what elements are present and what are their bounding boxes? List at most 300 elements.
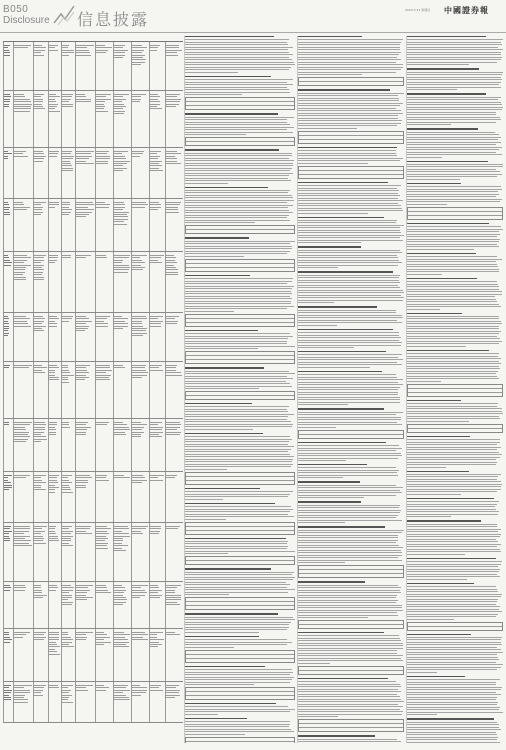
text-line (407, 107, 503, 108)
text-line (298, 100, 399, 101)
text-line (407, 442, 500, 443)
announcement-block (298, 481, 404, 498)
text-line (407, 591, 498, 592)
text-line (185, 175, 289, 176)
text-line (407, 301, 497, 302)
text-line (298, 287, 400, 288)
table-row (3, 252, 183, 313)
text-line (298, 417, 401, 418)
announcement-title (185, 330, 258, 331)
data-table (185, 97, 295, 110)
table-row (3, 523, 183, 582)
text-line (407, 338, 500, 339)
header-divider (0, 32, 506, 33)
announcement-block (185, 538, 295, 566)
announcement-title (407, 128, 478, 129)
text-line (298, 335, 399, 336)
text-line (298, 155, 397, 156)
text-line (298, 359, 403, 360)
text-line (185, 546, 288, 547)
table-row (3, 582, 183, 629)
text-line (407, 692, 496, 693)
announcement-block (407, 183, 503, 220)
text-line (298, 595, 397, 596)
table-cell-text (62, 255, 74, 260)
text-line (185, 64, 295, 65)
text-line (298, 280, 399, 281)
text-line (407, 639, 501, 640)
text-line (407, 109, 502, 110)
table-cell-text (14, 151, 32, 158)
table-cell-text (96, 255, 112, 260)
text-line (298, 282, 400, 283)
announcement-title (407, 183, 461, 184)
text-line (407, 486, 501, 487)
table-cell-text (132, 365, 148, 379)
text-line (185, 278, 293, 279)
text-line (407, 306, 501, 307)
text-line (407, 714, 437, 715)
text-line (407, 284, 498, 285)
text-line (407, 47, 498, 48)
text-line (185, 582, 286, 583)
text-line (407, 343, 499, 344)
announcement-title (298, 329, 393, 330)
table-cell-border (3, 362, 4, 418)
text-line (298, 701, 404, 702)
text-line (298, 706, 403, 707)
data-table-row (299, 728, 403, 731)
text-line (298, 232, 401, 233)
text-line (407, 616, 496, 617)
table-cell-text (132, 255, 148, 272)
text-line (407, 637, 502, 638)
text-line (185, 293, 292, 294)
announcement-block (185, 330, 295, 364)
text-line (185, 724, 290, 725)
text-line (185, 619, 295, 620)
announcement-block (185, 568, 295, 610)
announcement-block (185, 187, 295, 235)
text-line (185, 459, 293, 460)
announcement-title (407, 558, 496, 559)
text-line (407, 368, 500, 369)
text-line (298, 300, 403, 301)
text-line (185, 592, 288, 593)
announcement-column-2 (185, 36, 295, 743)
text-line (407, 186, 501, 187)
text-line (298, 460, 346, 461)
table-cell-text (62, 202, 74, 216)
text-line (298, 458, 398, 459)
text-line (185, 220, 290, 221)
table-cell-text (62, 685, 74, 704)
data-table-row (186, 268, 294, 271)
text-line (185, 672, 293, 673)
text-line (298, 590, 400, 591)
announcement-title (407, 350, 489, 351)
text-line (407, 408, 502, 409)
data-table-row (408, 429, 502, 432)
text-line (185, 439, 292, 440)
table-cell-text (4, 45, 12, 57)
table-cell-text (150, 526, 164, 536)
text-line (185, 59, 292, 60)
table-cell-text (4, 151, 12, 161)
table-cell-text (76, 365, 94, 382)
announcement-title (185, 703, 276, 704)
text-line (185, 202, 287, 203)
text-line (407, 411, 502, 412)
announcement-title (185, 237, 249, 238)
text-line (407, 504, 497, 505)
text-line (185, 441, 289, 442)
text-line (407, 416, 499, 417)
text-line (407, 689, 501, 690)
text-line (407, 739, 497, 740)
announcement-title (298, 182, 388, 183)
text-line (185, 509, 293, 510)
data-table (185, 472, 295, 485)
table-cell-text (150, 316, 164, 328)
text-line (407, 727, 499, 728)
text-line (407, 246, 499, 247)
table-cell-text (34, 585, 47, 599)
text-line (298, 110, 401, 111)
announcement-title (298, 501, 361, 502)
text-line (185, 731, 294, 732)
text-line (185, 711, 290, 712)
announcement-title (407, 313, 462, 314)
text-line (185, 132, 293, 133)
table-cell-text (62, 526, 74, 548)
text-line (298, 153, 396, 154)
text-line (298, 709, 400, 710)
text-line (185, 343, 287, 344)
text-line (407, 122, 496, 123)
text-line (407, 657, 498, 658)
text-line (185, 622, 291, 623)
table-cell-text (49, 255, 60, 265)
announcement-block (185, 433, 295, 485)
text-line (407, 336, 497, 337)
text-line (298, 448, 402, 449)
text-line (407, 154, 502, 155)
table-row (3, 313, 183, 362)
text-line (185, 160, 294, 161)
table-cell-text (76, 45, 94, 57)
text-line (185, 454, 290, 455)
announcement-title (407, 676, 465, 677)
text-line (298, 660, 403, 661)
table-cell-text (49, 632, 60, 656)
text-line (185, 301, 291, 302)
text-line (298, 195, 400, 196)
table-row (3, 682, 183, 723)
text-line (298, 597, 396, 598)
text-line (185, 436, 290, 437)
text-line (298, 495, 396, 496)
announcement-block (298, 501, 404, 523)
text-line (298, 252, 402, 253)
text-line (298, 612, 397, 613)
text-line (298, 213, 368, 214)
table-cell-text (166, 316, 182, 326)
text-line (185, 466, 291, 467)
table-cell-text (34, 151, 47, 163)
table-cell-border (75, 252, 76, 312)
table-cell-text (166, 202, 182, 214)
announcement-block (185, 36, 295, 73)
announcement-title (298, 442, 386, 443)
text-line (185, 456, 294, 457)
text-line (298, 260, 399, 261)
text-line (298, 297, 404, 298)
text-line (298, 302, 334, 303)
announcement-title (185, 503, 275, 504)
text-line (407, 82, 501, 83)
text-line (298, 257, 398, 258)
table-cell-text (34, 422, 47, 444)
table-cell-text (166, 94, 182, 108)
text-line (185, 469, 227, 470)
text-line (298, 600, 398, 601)
announcement-title (298, 351, 386, 352)
text-line (407, 363, 501, 364)
text-line (298, 555, 402, 556)
text-line (298, 714, 402, 715)
table-cell-text (4, 632, 12, 644)
announcement-block (185, 613, 295, 632)
table-cell-text (14, 316, 32, 328)
text-line (185, 153, 292, 154)
table-cell-text (49, 685, 60, 690)
text-line (298, 520, 402, 521)
text-line (298, 277, 399, 278)
text-line (185, 416, 288, 417)
data-table-row (408, 627, 502, 630)
announcement-block (407, 498, 503, 517)
text-line (407, 157, 442, 158)
text-line (407, 506, 495, 507)
text-line (298, 367, 370, 368)
text-line (298, 198, 398, 199)
table-row (3, 91, 183, 148)
text-line (298, 267, 338, 268)
table-cell-text (62, 422, 74, 429)
text-line (185, 553, 228, 554)
text-line (407, 361, 499, 362)
announcement-block (298, 442, 404, 461)
data-table (185, 137, 295, 146)
text-line (298, 382, 398, 383)
issue-date: 2023.3.23 星期四 (405, 8, 431, 12)
announcement-title (185, 718, 247, 719)
table-cell-text (150, 151, 164, 173)
table-cell-text (76, 316, 94, 333)
text-line (185, 511, 290, 512)
text-line (298, 208, 402, 209)
announcement-title (185, 367, 264, 368)
text-line (298, 347, 354, 348)
text-line (185, 421, 291, 422)
text-line (185, 248, 292, 249)
text-line (298, 540, 398, 541)
text-line (298, 453, 401, 454)
announcement-block (298, 217, 404, 244)
announcement-title (407, 471, 469, 472)
text-line (298, 158, 403, 159)
text-line (298, 255, 397, 256)
announcement-title (407, 498, 494, 499)
text-line (407, 132, 495, 133)
text-line (407, 149, 499, 150)
table-cell-text (4, 94, 12, 108)
text-line (298, 295, 401, 296)
text-line (298, 340, 399, 341)
text-line (298, 95, 398, 96)
text-line (407, 722, 497, 723)
text-line (185, 426, 292, 427)
text-line (185, 82, 287, 83)
table-cell-text (49, 475, 60, 494)
table-row (3, 419, 183, 472)
text-line (185, 119, 287, 120)
text-line (298, 560, 402, 561)
data-table-row (299, 82, 403, 85)
table-cell-text (62, 585, 74, 607)
text-line (185, 734, 245, 735)
announcement-title (185, 568, 271, 569)
text-line (407, 239, 500, 240)
text-line (298, 337, 401, 338)
text-line (298, 686, 401, 687)
table-cell-text (96, 365, 112, 382)
text-line (298, 487, 403, 488)
text-line (407, 644, 502, 645)
text-line (407, 421, 469, 422)
announcement-title (298, 217, 384, 218)
announcement-block (407, 676, 503, 715)
text-line (407, 326, 499, 327)
announcement-title (185, 613, 278, 614)
text-line (185, 212, 293, 213)
text-line (407, 139, 498, 140)
text-line (407, 462, 497, 463)
table-cell-text (114, 585, 130, 607)
table-cell-text (96, 422, 112, 427)
text-line (298, 64, 403, 65)
text-line (407, 702, 498, 703)
text-line (185, 381, 286, 382)
text-line (407, 484, 502, 485)
announcement-title (407, 36, 486, 37)
text-line (407, 413, 503, 414)
text-line (407, 39, 503, 40)
text-line (407, 291, 502, 292)
text-line (407, 564, 501, 565)
text-line (407, 119, 501, 120)
text-line (185, 429, 253, 430)
text-line (185, 677, 294, 678)
text-line (185, 679, 292, 680)
text-line (185, 584, 290, 585)
table-cell-text (150, 475, 164, 482)
table-cell-text (166, 45, 182, 57)
text-line (185, 411, 288, 412)
announcement-title (185, 538, 286, 539)
text-line (298, 550, 401, 551)
text-line (185, 461, 292, 462)
announcement-block (185, 636, 295, 663)
text-line (407, 376, 497, 377)
text-line (298, 585, 398, 586)
text-line (298, 535, 398, 536)
text-line (407, 201, 500, 202)
text-line (298, 490, 400, 491)
announcement-title (407, 68, 479, 69)
text-line (185, 129, 287, 130)
text-line (298, 113, 403, 114)
text-line (407, 659, 499, 660)
table-cell-text (14, 202, 32, 212)
text-line (185, 79, 293, 80)
text-line (407, 77, 501, 78)
text-line (407, 501, 499, 502)
text-line (298, 475, 398, 476)
text-line (407, 494, 461, 495)
text-line (298, 512, 400, 513)
text-line (407, 147, 502, 148)
announcement-block (298, 408, 404, 438)
text-line (185, 165, 293, 166)
text-line (298, 477, 343, 478)
text-line (298, 402, 400, 403)
text-line (407, 554, 465, 555)
announcement-block (185, 367, 295, 400)
table-cell-text (14, 685, 32, 704)
announcement-block (298, 89, 404, 143)
table-cell-text (49, 585, 60, 592)
announcement-title (298, 306, 377, 307)
text-line (407, 729, 501, 730)
text-line (407, 467, 446, 468)
announcement-title (407, 400, 461, 401)
text-line (298, 322, 402, 323)
table-cell-text (49, 316, 60, 328)
text-line (298, 59, 401, 60)
text-line (298, 242, 361, 243)
announcement-block (185, 237, 295, 271)
table-cell-text (114, 255, 130, 274)
announcement-title (407, 223, 489, 224)
text-line (298, 52, 401, 53)
text-line (298, 362, 397, 363)
fund-table-column (3, 36, 183, 743)
text-line (407, 266, 498, 267)
table-cell-text (49, 365, 60, 382)
text-line (185, 574, 292, 575)
text-line (407, 481, 501, 482)
text-line (298, 467, 396, 468)
text-line (185, 298, 292, 299)
data-table (298, 166, 404, 179)
text-line (298, 345, 401, 346)
text-line (185, 627, 289, 628)
text-line (407, 289, 499, 290)
data-table (185, 351, 295, 364)
text-line (185, 572, 294, 573)
